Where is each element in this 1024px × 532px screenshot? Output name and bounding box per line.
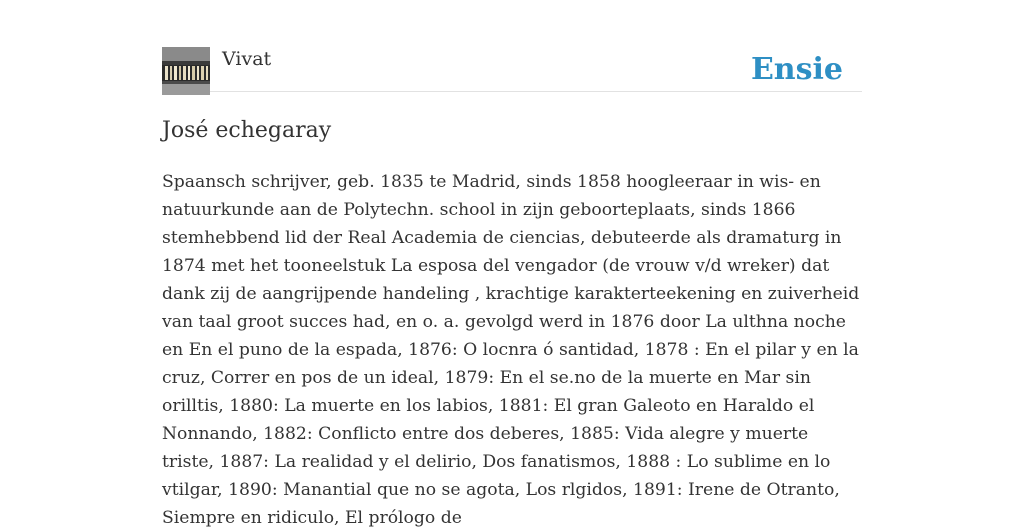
page-title: José echegaray — [162, 118, 332, 143]
article-body: Spaansch schrijver, geb. 1835 te Madrid, sinds 1858 hoogleeraar in wis- en natuurkunde aan de Polytechn. school in zijn geboorteplaats, sinds 1866 stemhebbend lid der Real Academia de ciencias, debuteerde als dramaturg in 1874 met het tooneelstuk La esposa del vengador (de vrouw v/d wreker) dat dank zij de aangrijpende handeling , krachtige karakterteekening en zuiverheid van taal groot succes had, en o. a. gevolgd werd in 1876 door La ulthna noche en En el puno de la espada, 1876: O locnra ó santidad, 1878 : En el pilar y en la cruz, Correr en pos de un ideal, 1879: En el se.no de la muerte en Mar sin orilltis, 1880: La muerte en los labios, 1881: El gran Galeoto en Haraldo el Nonnando, 1882: Conflicto entre dos deberes, 1885: Vida alegre y muerte triste, 1887: La realidad y el delirio, Dos fanatismos, 1888 : Lo sublime en lo vtilgar, 1890: Manantial que no se agota, Los rlgidos, 1891: Irene de Otranto, Siempre en ridiculo, El prólogo de — [162, 172, 860, 528]
header — [162, 47, 862, 92]
avatar[interactable] — [162, 47, 210, 95]
library-bookshelf-icon — [162, 47, 210, 95]
author-name[interactable]: Vivat — [222, 48, 272, 70]
brand-logo[interactable]: Ensie — [750, 52, 843, 87]
